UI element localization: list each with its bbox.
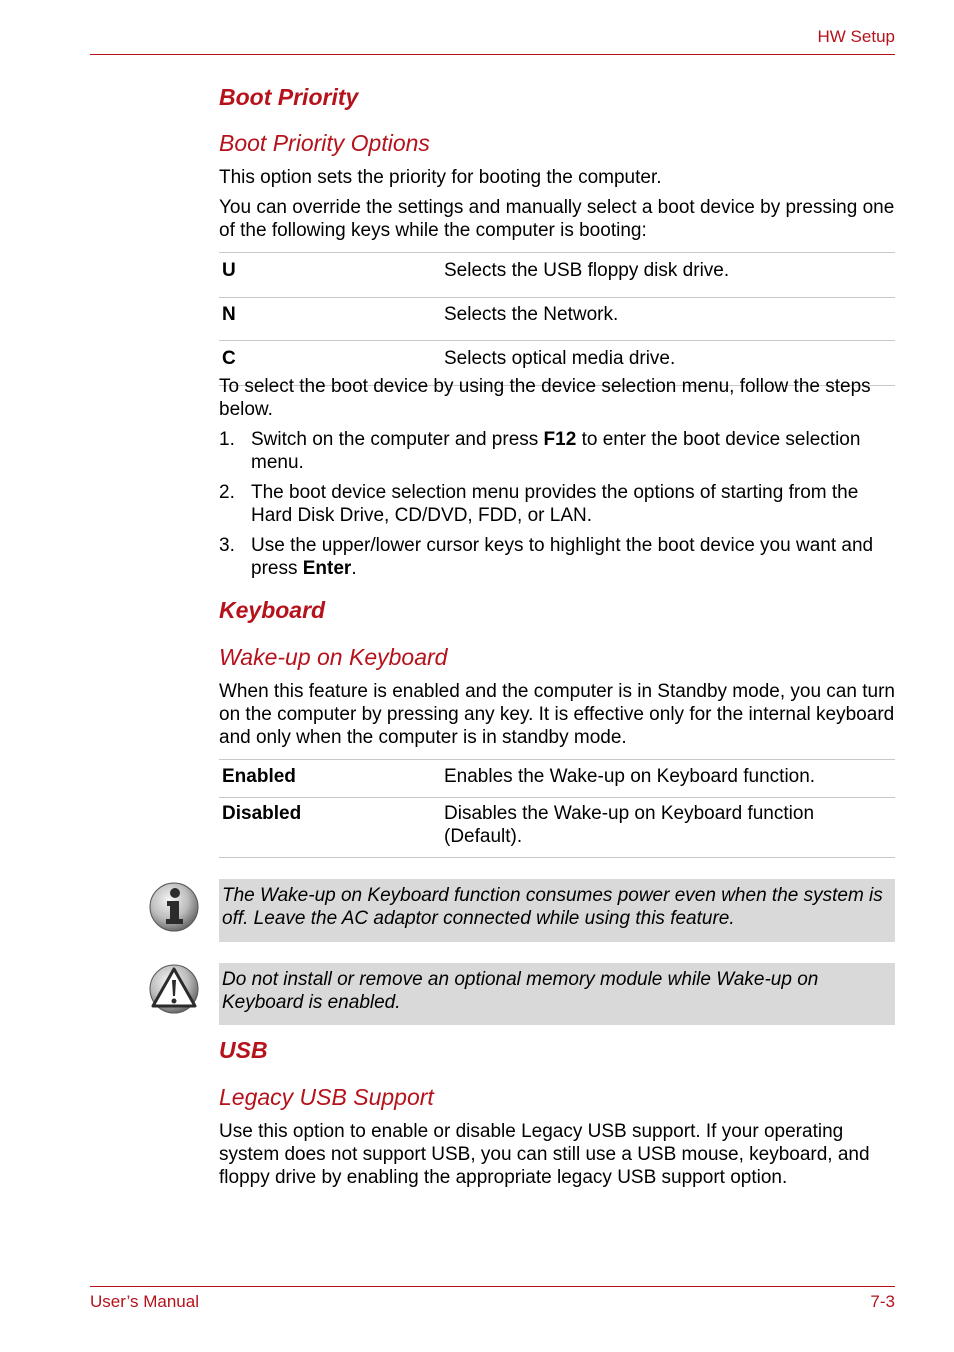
boot-intro-1: This option sets the priority for booting the computer. <box>219 167 662 188</box>
warning-note: Do not install or remove an optional memory module while Wake-up on Keyboard is enabled. <box>219 963 895 1025</box>
table-row <box>219 760 895 798</box>
running-header: HW Setup <box>817 27 895 46</box>
option-desc-cell: Disables the Wake-up on Keyboard function (Default). <box>444 798 895 858</box>
keyboard-heading: Keyboard <box>219 597 326 623</box>
key-desc-cell: Selects the USB floppy disk drive. <box>444 253 895 298</box>
keyboard-intro: When this feature is enabled and the computer is in Standby mode, you can turn on the computer by pressing any key. It is effective only for the internal keyboard and only when the computer is in standby mode. <box>219 681 895 748</box>
usb-intro: Use this option to enable or disable Legacy USB support. If your operating system does not support USB, you can still use a USB mouse, keyboard, and floppy drive by enabling the appropriate legacy USB support option. <box>219 1121 870 1188</box>
step-text: Use the upper/lower cursor keys to highlight the boot device you want and press <box>251 535 874 579</box>
option-cell: Enabled <box>219 760 444 798</box>
step-key: Enter <box>302 558 352 579</box>
page-number: 7-3 <box>870 1292 895 1311</box>
step-text: The boot device selection menu provides the options of starting from the Hard Disk Drive, CD/DVD, FDD, or LAN. <box>251 482 859 526</box>
list-item <box>219 428 895 474</box>
footer-rule <box>90 1286 895 1287</box>
boot-intro-2: You can override the settings and manually select a boot device by pressing one of the following keys while the computer is booting: <box>219 197 895 241</box>
table-row <box>219 798 895 858</box>
boot-keys-table <box>219 252 895 386</box>
table-row <box>219 253 895 298</box>
key-cell: C <box>219 341 444 386</box>
boot-steps-list <box>219 428 895 580</box>
list-item <box>219 481 895 527</box>
table-row <box>219 298 895 341</box>
warning-icon <box>148 963 200 1015</box>
option-desc-cell: Enables the Wake-up on Keyboard function. <box>444 760 895 798</box>
footer-manual-title: User’s Manual <box>90 1292 199 1311</box>
key-cell: U <box>219 253 444 298</box>
boot-priority-heading: Boot Priority <box>219 84 359 110</box>
step-number: 1. <box>219 429 235 450</box>
wake-up-keyboard-heading: Wake-up on Keyboard <box>219 644 448 670</box>
boot-priority-options-heading: Boot Priority Options <box>219 130 430 156</box>
boot-menu-intro: To select the boot device by using the device selection menu, follow the steps below. <box>219 376 871 420</box>
key-desc-cell: Selects optical media drive. <box>444 341 895 386</box>
header-rule <box>90 54 895 55</box>
option-cell: Disabled <box>219 798 444 858</box>
step-number: 2. <box>219 482 235 503</box>
step-text-end: to enter the boot device selection menu. <box>251 429 861 473</box>
step-number: 3. <box>219 535 235 556</box>
list-item <box>219 534 895 580</box>
legacy-usb-heading: Legacy USB Support <box>219 1084 434 1110</box>
usb-heading: USB <box>219 1037 268 1063</box>
key-desc-cell: Selects the Network. <box>444 298 895 341</box>
wake-options-table <box>219 759 895 858</box>
info-note: The Wake-up on Keyboard function consumes power even when the system is off. Leave the AC adaptor connected while using this feature. <box>219 879 895 942</box>
step-text: Switch on the computer and press <box>251 429 544 450</box>
info-icon <box>148 881 200 933</box>
key-cell: N <box>219 298 444 341</box>
step-text-end: . <box>351 558 357 579</box>
step-key: F12 <box>543 429 577 450</box>
